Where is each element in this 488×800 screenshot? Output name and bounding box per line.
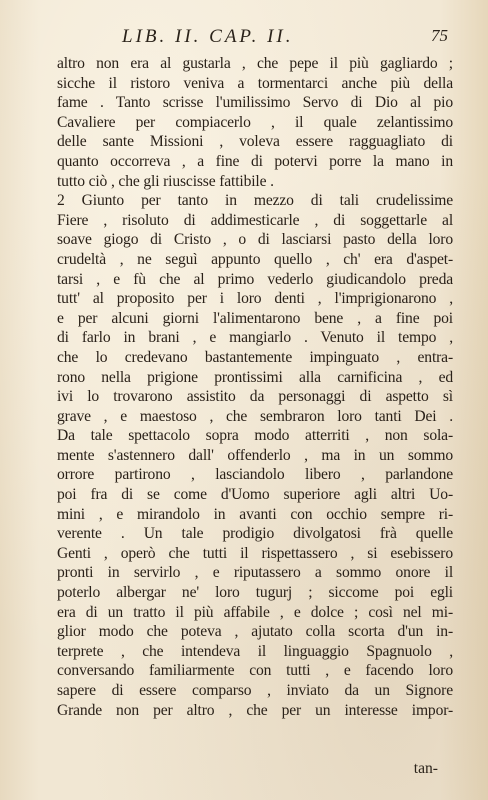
page-number: 75	[431, 26, 448, 45]
text-line: glior modo che poteva , ajutato colla scorta d'un in-	[57, 623, 453, 641]
text-line: tutto ciò , che gli riuscisse fattibile .	[57, 172, 274, 190]
text-line: terprete , che intendeva il linguaggio Spagnuolo ,	[57, 642, 453, 660]
paragraph-start-line: 2 Giunto per tanto in mezzo di tali crudelissime	[57, 192, 453, 210]
text-line: Genti , operò che tutti il rispettassero , si esebissero	[57, 544, 453, 562]
text-line: tutt' al proposito per i loro denti , l'imprigionarono ,	[57, 290, 453, 308]
text-line: sicche il ristoro veniva a tormentarci anche più della	[57, 74, 453, 92]
text-line: verente . Un tale prodigio divolgatosi frà quelle	[57, 525, 453, 543]
body-text	[57, 54, 453, 720]
text-line: mente s'astennero dall' offenderlo , ma in un sommo	[57, 446, 453, 464]
text-line: orrore partirono , lasciandolo libero , parlandone	[57, 466, 453, 484]
text-line: pronti in servirlo , e riputassero a sommo onore il	[57, 564, 453, 582]
text-line: altro non era al gustarla , che pepe il più gagliardo ;	[57, 55, 453, 72]
text-line: poi fra di se come d'Uomo superiore agli altri Uo-	[57, 486, 453, 504]
text-line: Fiere , risoluto di addimesticarle , di soggettarle al	[57, 211, 453, 229]
text-line: di farlo in brani , e mangiarlo . Venuto il tempo ,	[57, 329, 453, 347]
running-head: LIB. II. CAP. II.	[122, 26, 294, 47]
text-line: conversando familiarmente con tutti , e facendo loro	[57, 662, 453, 680]
text-line: che lo credevano bastantemente impinguato , entra-	[57, 348, 453, 366]
text-line: tarsi , e fù che al primo vederlo giudicandolo preda	[57, 270, 453, 288]
text-line: Cavaliere per compiacerlo , il quale zelantissimo	[57, 113, 453, 131]
text-line: mini , e mirandolo in avanti con occhio sempre ri-	[57, 505, 453, 523]
text-line: rono nella prigione prontissimi alla carnificina , ed	[57, 368, 453, 386]
text-line: fame . Tanto scrisse l'umilissimo Servo di Dio al pio	[57, 94, 453, 112]
text-line: poterlo albergar ne' loro tugurj ; siccome poi egli	[57, 584, 453, 602]
text-line: grave , e maestoso , che sembraron loro tanti Dei .	[57, 407, 453, 425]
text-line: sapere di essere comparso , inviato da un Signore	[57, 682, 453, 699]
text-line: e per alcuni giorni l'alimentarono bene , a fine poi	[57, 309, 453, 327]
text-line: soave giogo di Cristo , o di lasciarsi pasto della loro	[57, 231, 453, 249]
text-line: quanto occorreva , a fine di potervi porre la mano in	[57, 152, 453, 170]
text-line: ivi lo trovarono assistito da personaggi di aspetto sì	[57, 388, 453, 406]
text-line: era di un tratto il più affabile , e dolce ; così nel mi-	[57, 603, 453, 621]
text-line: Da tale spettacolo sopra modo atterriti , non sola-	[57, 427, 453, 445]
text-line: crudeltà , ne seguì appunto quello , ch' era d'aspet-	[57, 250, 453, 268]
page-header	[62, 26, 450, 50]
catchword: tan-	[413, 760, 438, 777]
text-line: delle sante Missioni , voleva essere ragguagliato di	[57, 133, 453, 151]
text-line: Grande non per altro , che per un interesse impor-	[57, 701, 453, 719]
